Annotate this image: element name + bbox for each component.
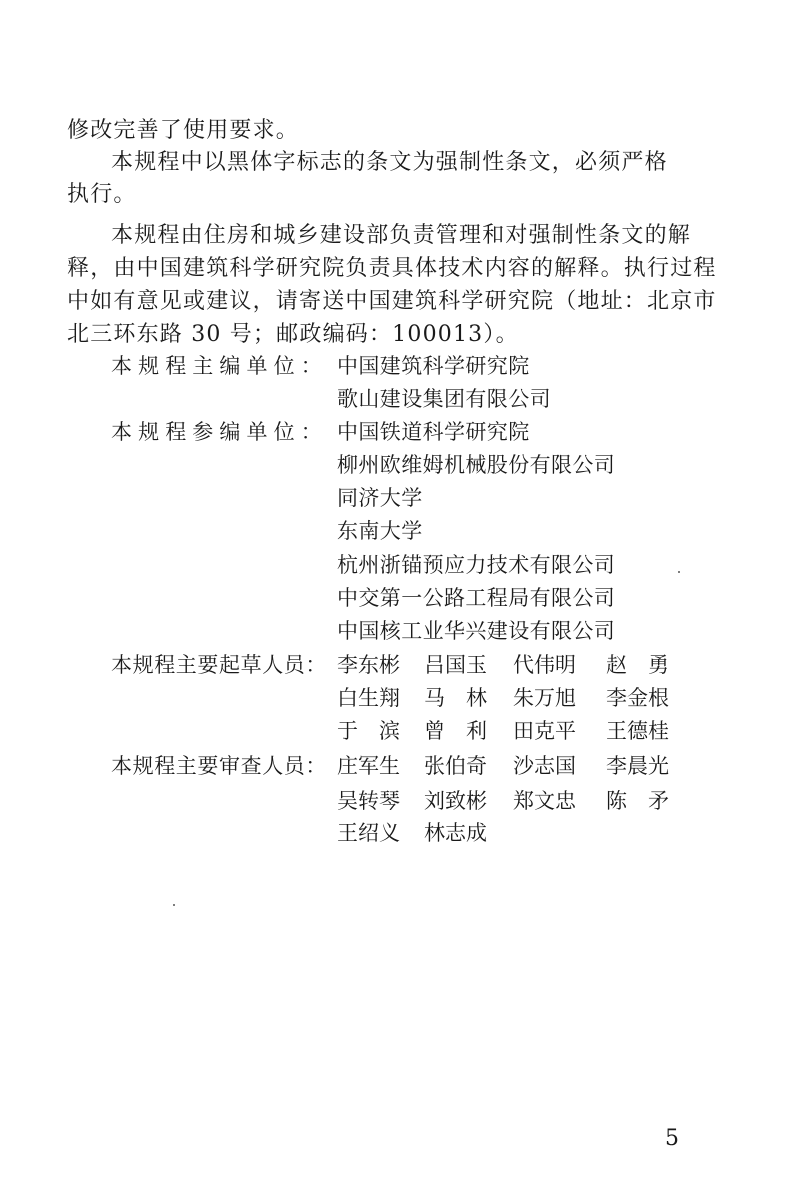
paragraph-3-line-2: 释，由中国建筑科学研究院负责具体技术内容的解释。执行过程 (67, 256, 717, 281)
page-number: 5 (665, 1126, 679, 1151)
drafter-name: 田克平 (513, 719, 576, 743)
drafter-name: 王德桂 (606, 719, 669, 743)
drafters-label: 本规程主要起草人员： (111, 653, 327, 677)
paragraph-1-line: 修改完善了使用要求。 (67, 118, 300, 143)
participating-unit: 东南大学 (337, 519, 423, 543)
scan-speck (678, 571, 680, 573)
reviewer-name: 沙志国 (513, 754, 576, 778)
reviewer-name: 王绍义 (337, 821, 400, 845)
reviewer-name: 林志成 (424, 821, 487, 845)
participating-unit: 同济大学 (337, 486, 423, 510)
reviewer-name: 张伯奇 (424, 754, 487, 778)
reviewer-name: 刘致彬 (424, 789, 487, 813)
drafter-name: 代伟明 (513, 653, 576, 677)
paragraph-2-line-1: 本规程中以黑体字标志的条文为强制性条文，必须严格 (111, 150, 668, 175)
drafter-name: 于滨 (337, 719, 421, 743)
reviewer-name: 庄军生 (337, 754, 400, 778)
participating-units-label: 本规程参编单位： (111, 420, 328, 444)
participating-unit: 柳州欧维姆机械股份有限公司 (337, 453, 616, 477)
paragraph-2-line-2: 执行。 (67, 182, 137, 207)
drafter-name: 吕国玉 (424, 653, 487, 677)
reviewer-name: 李晨光 (606, 754, 669, 778)
chief-editors-label: 本规程主编单位： (111, 354, 328, 378)
paragraph-3-line-1: 本规程由住房和城乡建设部负责管理和对强制性条文的解 (111, 223, 692, 248)
drafter-name: 曾利 (424, 719, 508, 743)
scan-speck (173, 904, 175, 906)
paragraph-3-line-4: 北三环东路 30 号；邮政编码：100013）。 (67, 322, 519, 347)
paragraph-3-line-3: 中如有意见或建议，请寄送中国建筑科学研究院（地址：北京市 (67, 289, 717, 314)
reviewer-name: 郑文忠 (513, 789, 576, 813)
reviewer-name: 陈矛 (606, 789, 690, 813)
drafter-name: 朱万旭 (513, 686, 576, 710)
drafter-name: 赵勇 (606, 653, 690, 677)
reviewers-label: 本规程主要审查人员： (111, 754, 327, 778)
participating-unit: 中国铁道科学研究院 (337, 420, 530, 444)
participating-unit: 杭州浙锚预应力技术有限公司 (337, 553, 616, 577)
drafter-name: 白生翔 (337, 686, 400, 710)
participating-unit: 中交第一公路工程局有限公司 (337, 586, 616, 610)
chief-editor-unit: 歌山建设集团有限公司 (337, 387, 551, 411)
participating-unit: 中国核工业华兴建设有限公司 (337, 619, 616, 643)
drafter-name: 李金根 (606, 686, 669, 710)
drafter-name: 马林 (424, 686, 508, 710)
reviewer-name: 吴转琴 (337, 789, 400, 813)
chief-editor-unit: 中国建筑科学研究院 (337, 354, 530, 378)
drafter-name: 李东彬 (337, 653, 400, 677)
